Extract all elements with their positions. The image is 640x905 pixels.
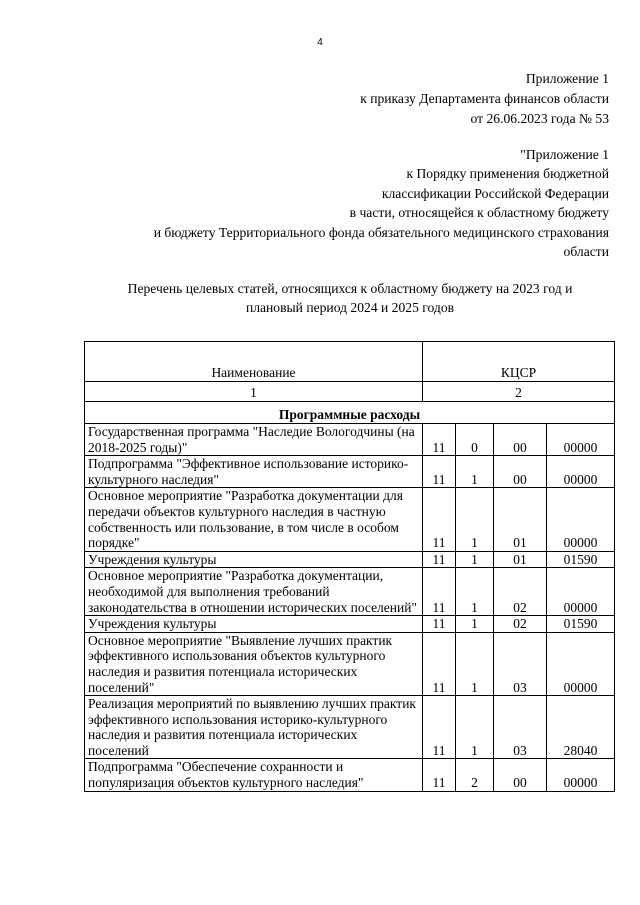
column-number-row [85, 382, 615, 402]
row-name: Основное мероприятие "Выявление лучших практик эффективного использования объектов культурного наследия и развития потенциала исторических поселений" [85, 632, 423, 695]
kcsr-subprogram: 1 [456, 616, 494, 633]
target-articles-table [84, 341, 615, 792]
section-title: Программные расходы [85, 402, 615, 424]
row-name: Реализация мероприятий по выявлению лучших практик эффективного использования историко-культурного наследия и развития потенциала исторических поселений [85, 696, 423, 759]
kcsr-subprogram: 1 [456, 632, 494, 695]
kcsr-event: 02 [494, 616, 547, 633]
row-name: Учреждения культуры [85, 616, 423, 633]
appendix-order-header [360, 69, 609, 129]
kcsr-program: 11 [423, 551, 456, 568]
table-row [85, 616, 615, 633]
kcsr-program: 11 [423, 568, 456, 616]
kcsr-program: 11 [423, 696, 456, 759]
kcsr-direction: 00000 [547, 568, 615, 616]
appendix-procedure-line-3: классификации Российской Федерации [381, 185, 609, 201]
appendix-procedure-line-1: "Приложение 1 [520, 147, 609, 162]
row-name: Государственная программа "Наследие Вологодчины (на 2018-2025 годы)" [85, 424, 423, 456]
appendix-order-line-3: от 26.06.2023 года № 53 [470, 111, 609, 126]
document-title-line-1: Перечень целевых статей, относящихся к областному бюджету на 2023 год и [127, 281, 573, 296]
document-title [90, 279, 610, 317]
table-row [85, 568, 615, 616]
kcsr-direction: 01590 [547, 616, 615, 633]
appendix-order-line-1: Приложение 1 [525, 71, 609, 86]
appendix-procedure-line-5: и бюджету Территориального фонда обязательного медицинского страхования [153, 224, 609, 240]
kcsr-subprogram: 1 [456, 568, 494, 616]
kcsr-subprogram: 1 [456, 456, 494, 488]
kcsr-program: 11 [423, 488, 456, 551]
table-row [85, 456, 615, 488]
table-row [85, 759, 615, 791]
table-row [85, 551, 615, 568]
kcsr-direction: 00000 [547, 632, 615, 695]
appendix-order-line-2: к приказу Департамента финансов области [360, 91, 609, 106]
column-header-name: Наименование [85, 342, 423, 382]
page-number: 4 [317, 37, 323, 48]
table-row [85, 488, 615, 551]
column-number-2: 2 [423, 382, 615, 402]
row-name: Подпрограмма "Эффективное использование историко-культурного наследия" [85, 456, 423, 488]
kcsr-direction: 00000 [547, 424, 615, 456]
appendix-procedure-line-2: к Порядку применения бюджетной [406, 166, 609, 182]
kcsr-event: 03 [494, 632, 547, 695]
kcsr-event: 03 [494, 696, 547, 759]
table-row [85, 632, 615, 695]
kcsr-program: 11 [423, 424, 456, 456]
kcsr-event: 00 [494, 456, 547, 488]
kcsr-subprogram: 1 [456, 551, 494, 568]
kcsr-direction: 00000 [547, 456, 615, 488]
kcsr-direction: 01590 [547, 551, 615, 568]
kcsr-program: 11 [423, 456, 456, 488]
kcsr-event: 00 [494, 424, 547, 456]
kcsr-subprogram: 2 [456, 759, 494, 791]
column-header-kcsr: КЦСР [423, 342, 615, 382]
table-row [85, 424, 615, 456]
kcsr-direction: 28040 [547, 696, 615, 759]
kcsr-event: 01 [494, 551, 547, 568]
row-name: Основное мероприятие "Разработка документации для передачи объектов культурного наследия в частную собственность или пользование, в том числе в особом порядке" [85, 488, 423, 551]
row-name: Учреждения культуры [85, 551, 423, 568]
row-name: Основное мероприятие "Разработка документации, необходимой для выполнения требований законодательства в отношении исторических поселений" [85, 568, 423, 616]
kcsr-subprogram: 1 [456, 696, 494, 759]
table-row [85, 696, 615, 759]
kcsr-subprogram: 1 [456, 488, 494, 551]
kcsr-event: 01 [494, 488, 547, 551]
kcsr-event: 00 [494, 759, 547, 791]
section-row [85, 402, 615, 424]
table-header-row [85, 342, 615, 382]
kcsr-program: 11 [423, 616, 456, 633]
kcsr-event: 02 [494, 568, 547, 616]
appendix-procedure-line-4: в части, относящейся к областному бюджету [349, 205, 609, 221]
appendix-procedure-line-6: области [563, 244, 609, 260]
appendix-procedure-header [49, 145, 609, 261]
row-name: Подпрограмма "Обеспечение сохранности и популяризация объектов культурного наследия" [85, 759, 423, 791]
column-number-1: 1 [85, 382, 423, 402]
kcsr-direction: 00000 [547, 488, 615, 551]
kcsr-program: 11 [423, 632, 456, 695]
kcsr-subprogram: 0 [456, 424, 494, 456]
kcsr-program: 11 [423, 759, 456, 791]
document-title-line-2: плановый период 2024 и 2025 годов [245, 300, 455, 315]
kcsr-direction: 00000 [547, 759, 615, 791]
